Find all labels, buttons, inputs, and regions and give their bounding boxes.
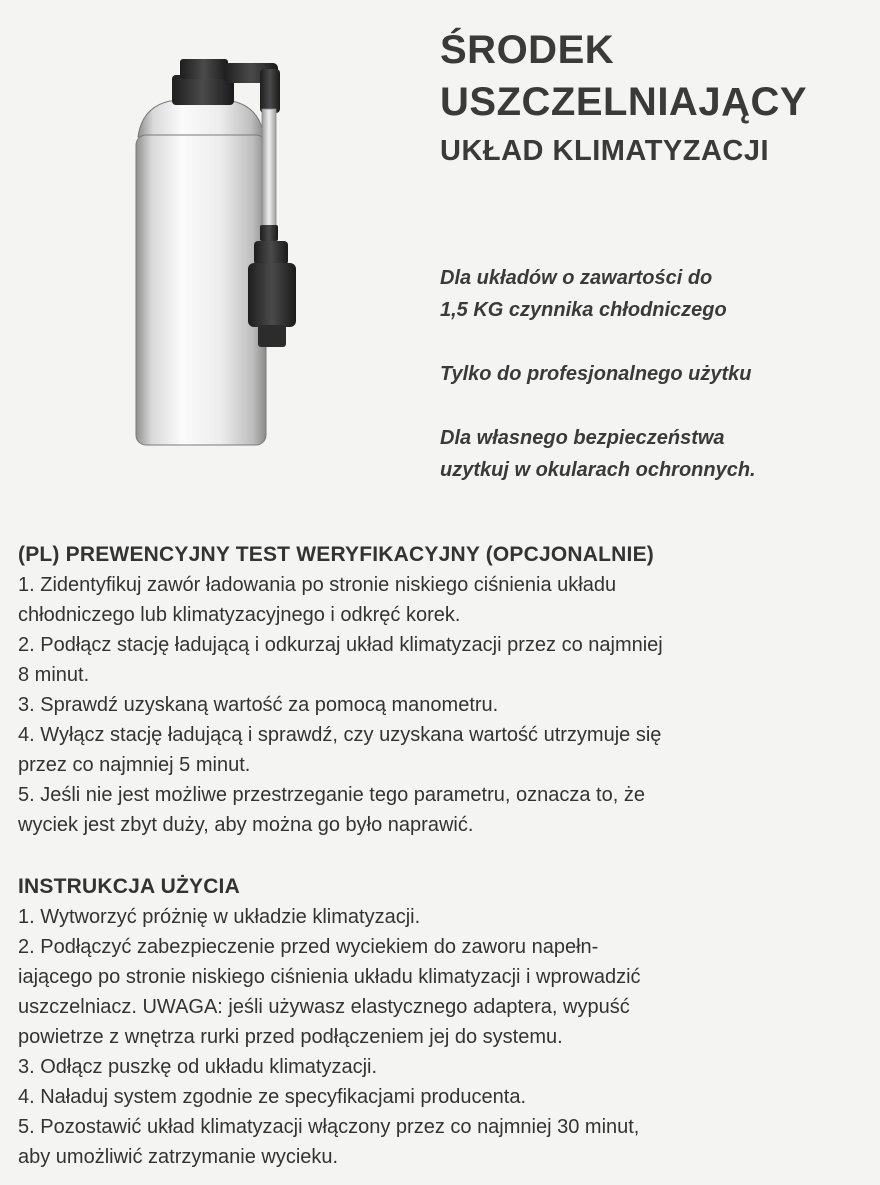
text-line: 3. Odłącz puszkę od układu klimatyzacji. xyxy=(18,1056,378,1078)
text-line: 3. Sprawdź uzyskaną wartość za pomocą manometru. xyxy=(18,694,499,716)
subtitle: UKŁAD KLIMATYZACJI xyxy=(440,135,770,167)
section-heading: INSTRUKCJA UŻYCIA xyxy=(18,875,240,898)
section-heading: (PL) PREWENCYJNY TEST WERYFIKACYJNY (OPCJONALNIE) xyxy=(18,543,654,566)
title-line-2: USZCZELNIAJĄCY xyxy=(440,80,808,124)
text-line: wyciek jest zbyt duży, aby można go było naprawić. xyxy=(18,814,474,836)
text-line: 4. Wyłącz stację ładującą i sprawdź, czy uzyskana wartość utrzymuje się xyxy=(18,724,662,746)
text-line: 5. Jeśli nie jest możliwe przestrzeganie tego parametru, oznacza to, że xyxy=(18,784,645,806)
text-line: chłodniczego lub klimatyzacyjnego i odkręć korek. xyxy=(18,604,461,626)
verification-test-section xyxy=(18,540,863,840)
text-line: iającego po stronie niskiego ciśnienia układu klimatyzacji i wprowadzić xyxy=(18,966,641,988)
professional-use-note: Tylko do profesjonalnego użytku xyxy=(440,363,752,385)
safety-note-line-2: uzytkuj w okularach ochronnych. xyxy=(440,459,756,481)
capacity-note xyxy=(440,262,727,326)
title-line-1: ŚRODEK xyxy=(440,28,615,72)
text-line: 4. Naładuj system zgodnie ze specyfikacjami producenta. xyxy=(18,1086,527,1108)
text-line: przez co najmniej 5 minut. xyxy=(18,754,251,776)
product-image xyxy=(120,45,310,465)
safety-note xyxy=(440,422,756,486)
safety-note-line-1: Dla własnego bezpieczeństwa xyxy=(440,427,725,449)
usage-instructions-section xyxy=(18,872,863,1172)
capacity-note-line-1: Dla układów o zawartości do xyxy=(440,267,713,289)
text-line: aby umożliwić zatrzymanie wycieku. xyxy=(18,1146,339,1168)
text-line: 8 minut. xyxy=(18,664,90,686)
capacity-note-line-2: 1,5 KG czynnika chłodniczego xyxy=(440,299,727,321)
text-line: uszczelniacz. UWAGA: jeśli używasz elastycznego adaptera, wypuść xyxy=(18,996,630,1018)
text-line: 2. Podłącz stację ładującą i odkurzaj układ klimatyzacji przez co najmniej xyxy=(18,634,663,656)
text-line: 1. Zidentyfikuj zawór ładowania po stronie niskiego ciśnienia układu xyxy=(18,574,617,596)
text-line: 1. Wytworzyć próżnię w układzie klimatyzacji. xyxy=(18,906,421,928)
text-line: powietrze z wnętrza rurki przed podłączeniem jej do systemu. xyxy=(18,1026,563,1048)
text-line: 2. Podłączyć zabezpieczenie przed wyciekiem do zaworu napełn- xyxy=(18,936,599,958)
text-line: 5. Pozostawić układ klimatyzacji włączony przez co najmniej 30 minut, xyxy=(18,1116,640,1138)
